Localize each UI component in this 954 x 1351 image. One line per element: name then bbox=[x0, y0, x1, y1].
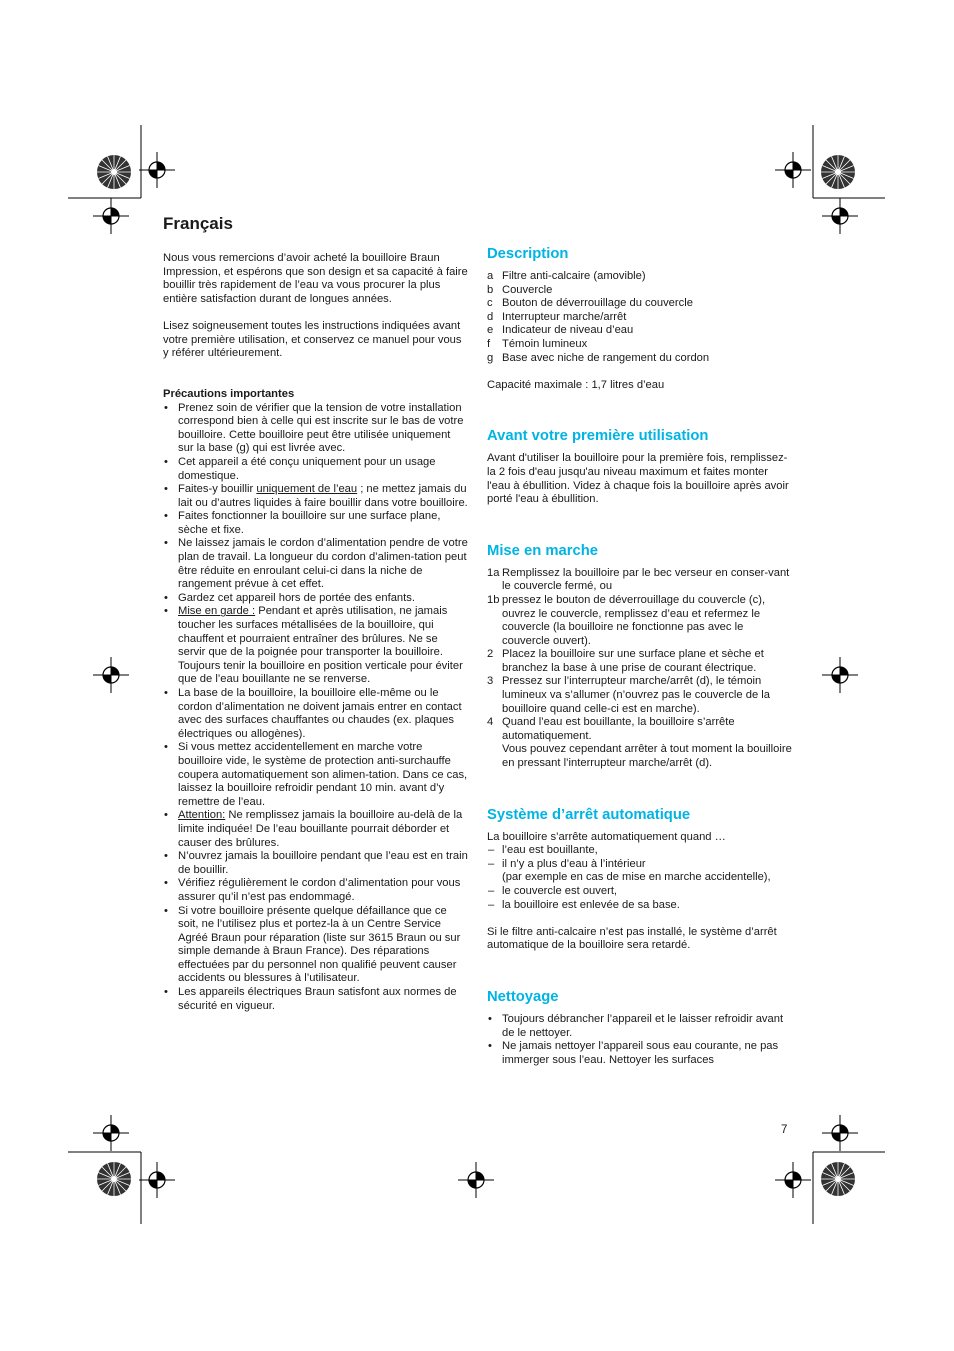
list-item: • Vérifiez régulièrement le cordon d’alimentation pour vous assurer qu’il n’est pas endommagé. bbox=[163, 877, 468, 904]
step-indent bbox=[487, 743, 502, 770]
precautions-list bbox=[163, 402, 468, 1014]
list-item: – le couvercle est ouvert, bbox=[487, 885, 792, 899]
capacity-text: Capacité maximale : 1,7 litres d’eau bbox=[487, 378, 665, 391]
list-item: – l’eau est bouillante, bbox=[487, 844, 792, 858]
step-text: Remplissez la bouilloire par le bec verseur en conser-vant le couvercle fermé, ou bbox=[502, 566, 790, 593]
item-key: a bbox=[487, 270, 494, 282]
list-item bbox=[487, 352, 792, 366]
list-item: • Si vous mettez accidentellement en marche votre bouilloire vide, le système de protection anti-surchauffe coupera automatiquement son alimen-tation. Dans ce cas, laissez la bouilloire refroidir pendant 10 min. avant d’y remettre de l’eau. bbox=[163, 741, 468, 809]
underlined-text: Mise en garde : bbox=[178, 605, 256, 618]
item-text: il n’y a plus d’eau à l’intérieur bbox=[502, 857, 646, 870]
item-key: b bbox=[487, 283, 494, 296]
step-item bbox=[487, 648, 792, 675]
description-list bbox=[487, 270, 792, 365]
step-note: Vous pouvez cependant arrêter à tout moment la bouilloire en pressant l’interrupteur marche/arrêt (d). bbox=[502, 743, 792, 770]
step-key: 1a bbox=[487, 566, 500, 579]
list-item bbox=[163, 809, 468, 850]
list-item bbox=[487, 270, 792, 284]
underlined-text: uniquement de l’eau bbox=[256, 483, 358, 496]
list-item: • Toujours débrancher l’appareil et le laisser refroidir avant de le nettoyer. bbox=[487, 1013, 792, 1040]
list-item: • Cet appareil a été conçu uniquement pour un usage domestique. bbox=[163, 456, 468, 483]
item-text: Base avec niche de rangement du cordon bbox=[502, 351, 710, 364]
spacer bbox=[487, 912, 792, 926]
auto-off-list bbox=[487, 844, 792, 912]
step-item bbox=[487, 594, 792, 648]
item-text: Filtre anti-calcaire (amovible) bbox=[502, 270, 646, 282]
text-span: Ne remplissez jamais la bouilloire au-delà de la limite indiquée! De l’eau bouillante pourrait déborder et causer des brûlures. bbox=[178, 809, 463, 849]
list-item: • Ne jamais nettoyer l’appareil sous eau courante, ne pas immerger sous l’eau. Nettoyer les surfaces bbox=[487, 1040, 792, 1067]
text-span: ; ne mettez jamais du lait ou d’autres liquides à faire bouillir dans votre bouilloire. bbox=[178, 483, 468, 509]
list-item: • La base de la bouilloire, la bouilloire elle-même ou le cordon d’alimentation ne doivent jamais entrer en contact avec des surfaces chauffantes ou chaudes (ex. plaques électriques ou allogènes). bbox=[163, 687, 468, 741]
item-text: Interrupteur marche/arrêt bbox=[502, 310, 627, 323]
list-item bbox=[487, 311, 792, 325]
underlined-text: Attention: bbox=[178, 809, 226, 822]
spacer bbox=[487, 365, 792, 379]
step-item bbox=[487, 743, 792, 770]
step-text: pressez le bouton de déverrouillage du couvercle (c), ouvrez le couvercle, remplissez d’eau et refermez le couvercle (la bouilloire ne fonctionne pas avec le couvercle ouvert). bbox=[502, 593, 766, 647]
list-item: • Ne laissez jamais le cordon d’alimentation pendre de votre plan de travail. La longueur du cordon d’alimen-tation peut être réduite en enroulant celui-ci dans la niche de rangement prévue à cet effet. bbox=[163, 537, 468, 591]
cleaning-list bbox=[487, 1013, 792, 1067]
step-item bbox=[487, 567, 792, 594]
list-item bbox=[487, 284, 792, 298]
item-key: f bbox=[487, 337, 491, 350]
list-item bbox=[487, 338, 792, 352]
precautions-heading: Précautions importantes bbox=[163, 387, 295, 400]
list-item bbox=[487, 297, 792, 311]
list-item bbox=[163, 483, 468, 510]
page-number: 7 bbox=[781, 1124, 788, 1136]
item-text: Indicateur de niveau d’eau bbox=[502, 324, 634, 337]
list-item: • Gardez cet appareil hors de portée des enfants. bbox=[163, 592, 468, 606]
description-heading: Description bbox=[487, 246, 569, 262]
page-title: Français bbox=[163, 214, 233, 233]
step-key: 3 bbox=[487, 675, 494, 688]
spacer bbox=[487, 771, 792, 807]
list-item: • Prenez soin de vérifier que la tension de votre installation correspond bien à celle qui est inscrite sur le bas de votre bouilloire. Cette bouilloire peut être utilisée uniquement sur la base (g) qui est livrée avec. bbox=[163, 402, 468, 456]
text-span: Pendant et après utilisation, ne jamais toucher les surfaces métallisées de la bouilloire, qui chauffent et pourraient entraîner des brûlures. Ne se servir que de la poignée pour transporter la bouilloire. Toujours tenir la bouilloire en position verticale pour éviter que de l’eau bouillante ne se renverse. bbox=[178, 605, 463, 686]
item-extra: (par exemple en cas de mise en marche accidentelle), bbox=[502, 871, 771, 884]
list-item bbox=[163, 605, 468, 687]
item-key: d bbox=[487, 310, 494, 323]
item-key: c bbox=[487, 297, 493, 310]
step-key: 4 bbox=[487, 716, 494, 729]
cleaning-heading: Nettoyage bbox=[487, 988, 559, 1005]
spacer bbox=[487, 953, 792, 989]
step-item bbox=[487, 716, 792, 743]
step-text: Quand l’eau est bouillante, la bouilloire s’arrête automatiquement. bbox=[502, 716, 735, 742]
spacer bbox=[487, 392, 792, 428]
step-item bbox=[487, 675, 792, 716]
spacer bbox=[487, 507, 792, 543]
step-text: Pressez sur l’interrupteur marche/arrêt (d), le témoin lumineux va s’allumer (n’ouvrez pas le couvercle de la bouilloire quand celle-ci est en marche). bbox=[502, 675, 771, 715]
item-key: e bbox=[487, 324, 494, 337]
auto-off-heading: Système d’arrêt automatique bbox=[487, 806, 691, 823]
list-item: • Si votre bouilloire présente quelque défaillance que ce soit, ne l’utilisez plus et portez-la à un Centre Service Agréé Braun pour réparation (liste sur 3615 Braun ou sur simple demande à Braun France). Des réparations effectuées par du personnel non qualifié peuvent causer accidents ou blessures à l’utilisateur. bbox=[163, 905, 468, 987]
first-use-heading: Avant votre première utilisation bbox=[487, 428, 709, 445]
list-item: • Les appareils électriques Braun satisfont aux normes de sécurité en vigueur. bbox=[163, 986, 468, 1013]
list-item: • Faites fonctionner la bouilloire sur une surface plane, sèche et fixe. bbox=[163, 510, 468, 537]
step-text: Placez la bouilloire sur une surface plane et sèche et branchez la base à une prise de courant électrique. bbox=[502, 648, 764, 674]
list-item bbox=[487, 324, 792, 338]
step-key: 1b bbox=[487, 593, 500, 606]
instructions-paragraph: Lisez soigneusement toutes les instructions indiquées avant votre première utilisation, et conservez ce manuel pour vous y référer ultérieurement. bbox=[163, 319, 462, 360]
intro-paragraph: Nous vous remercions d’avoir acheté la bouilloire Braun Impression, et espérons que son design et sa capacité à faire bouillir très rapidement de l’eau va vous procurer la plus entière satisfaction durant de longues années. bbox=[163, 252, 468, 305]
left-column bbox=[163, 214, 468, 1013]
item-text: Bouton de déverrouillage du couvercle bbox=[502, 297, 693, 310]
auto-off-intro: La bouilloire s’arrête automatiquement quand … bbox=[487, 830, 726, 843]
auto-off-note: Si le filtre anti-calcaire n’est pas installé, le système d’arrêt automatique de la bouilloire sera retardé. bbox=[487, 925, 777, 952]
list-item: • N’ouvrez jamais la bouilloire pendant que l’eau est en train de bouillir. bbox=[163, 850, 468, 877]
start-steps bbox=[487, 567, 792, 771]
spacer bbox=[163, 374, 468, 388]
list-item bbox=[487, 858, 792, 885]
text-span: Faites-y bouillir bbox=[178, 483, 257, 496]
item-key: g bbox=[487, 351, 494, 364]
item-text: Témoin lumineux bbox=[502, 337, 588, 350]
right-column bbox=[487, 246, 792, 1067]
first-use-text: Avant d'utiliser la bouilloire pour la première fois, remplissez-la 2 fois d'eau jusqu'au niveau maximum et faites monter l'eau à ébullition. Videz à chaque fois la bouilloire après avoir porté l'eau à ébullition. bbox=[487, 452, 789, 506]
start-heading: Mise en marche bbox=[487, 542, 599, 559]
step-key: 2 bbox=[487, 648, 494, 661]
list-item: – la bouilloire est enlevée de sa base. bbox=[487, 899, 792, 913]
item-text: Couvercle bbox=[502, 283, 553, 296]
